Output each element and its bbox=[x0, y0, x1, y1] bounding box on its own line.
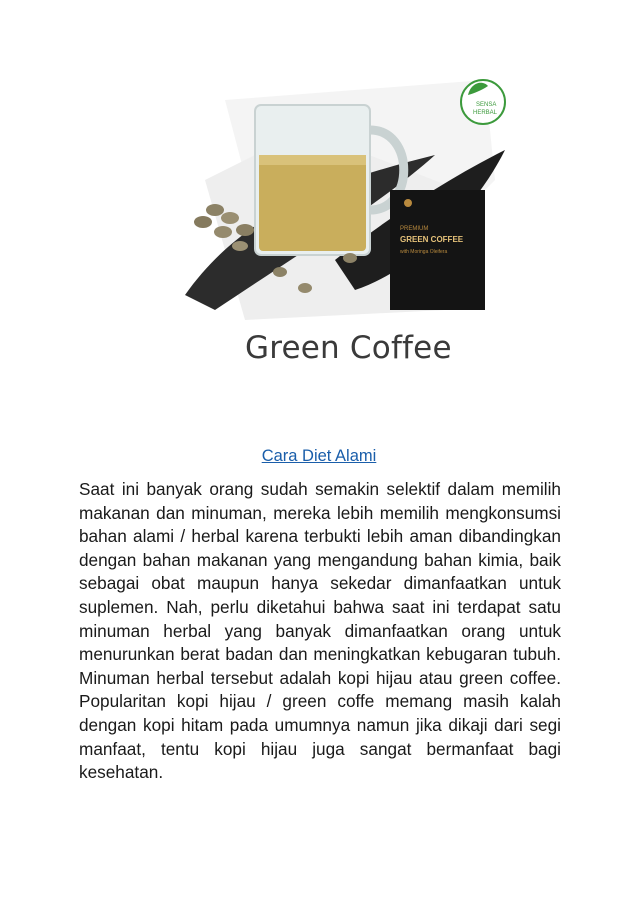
badge-line1: SENSA bbox=[476, 102, 497, 108]
product-box-line2: GREEN COFFEE bbox=[400, 235, 464, 244]
diet-link[interactable]: Cara Diet Alami bbox=[261, 447, 377, 465]
article-paragraph: Saat ini banyak orang sudah semakin selektif dalam memilih makanan dan minuman, mereka lebih memilih mengkonsumsi bahan alami / herbal karena terbukti lebih aman dibandingkan dengan bahan makanan yang mengandung bahan kimia, baik sebagai obat maupun hanya sekedar dimanfaatkan untuk suplemen. Nah, perlu diketahui bahwa saat ini terdapat satu minuman herbal yang banyak dimanfaatkan orang untuk menurunkan berat badan dan meningkatkan kebugaran tubuh. Minuman herbal tersebut adalah kopi hijau atau green coffee. Popularitan kopi hijau / green coffe memang masih kalah dengan kopi hitam pada umumnya namun jika dikaji dari segi manfaat, tentu kopi hijau juga sangat bermanfaat bagi kesehatan. bbox=[79, 479, 561, 783]
hero-title: Green Coffee bbox=[245, 330, 452, 366]
product-box-line1: PREMIUM bbox=[400, 226, 429, 232]
product-box-line3: with Moringa Oleifera bbox=[400, 249, 448, 255]
badge-line2: HERBAL bbox=[473, 110, 498, 116]
